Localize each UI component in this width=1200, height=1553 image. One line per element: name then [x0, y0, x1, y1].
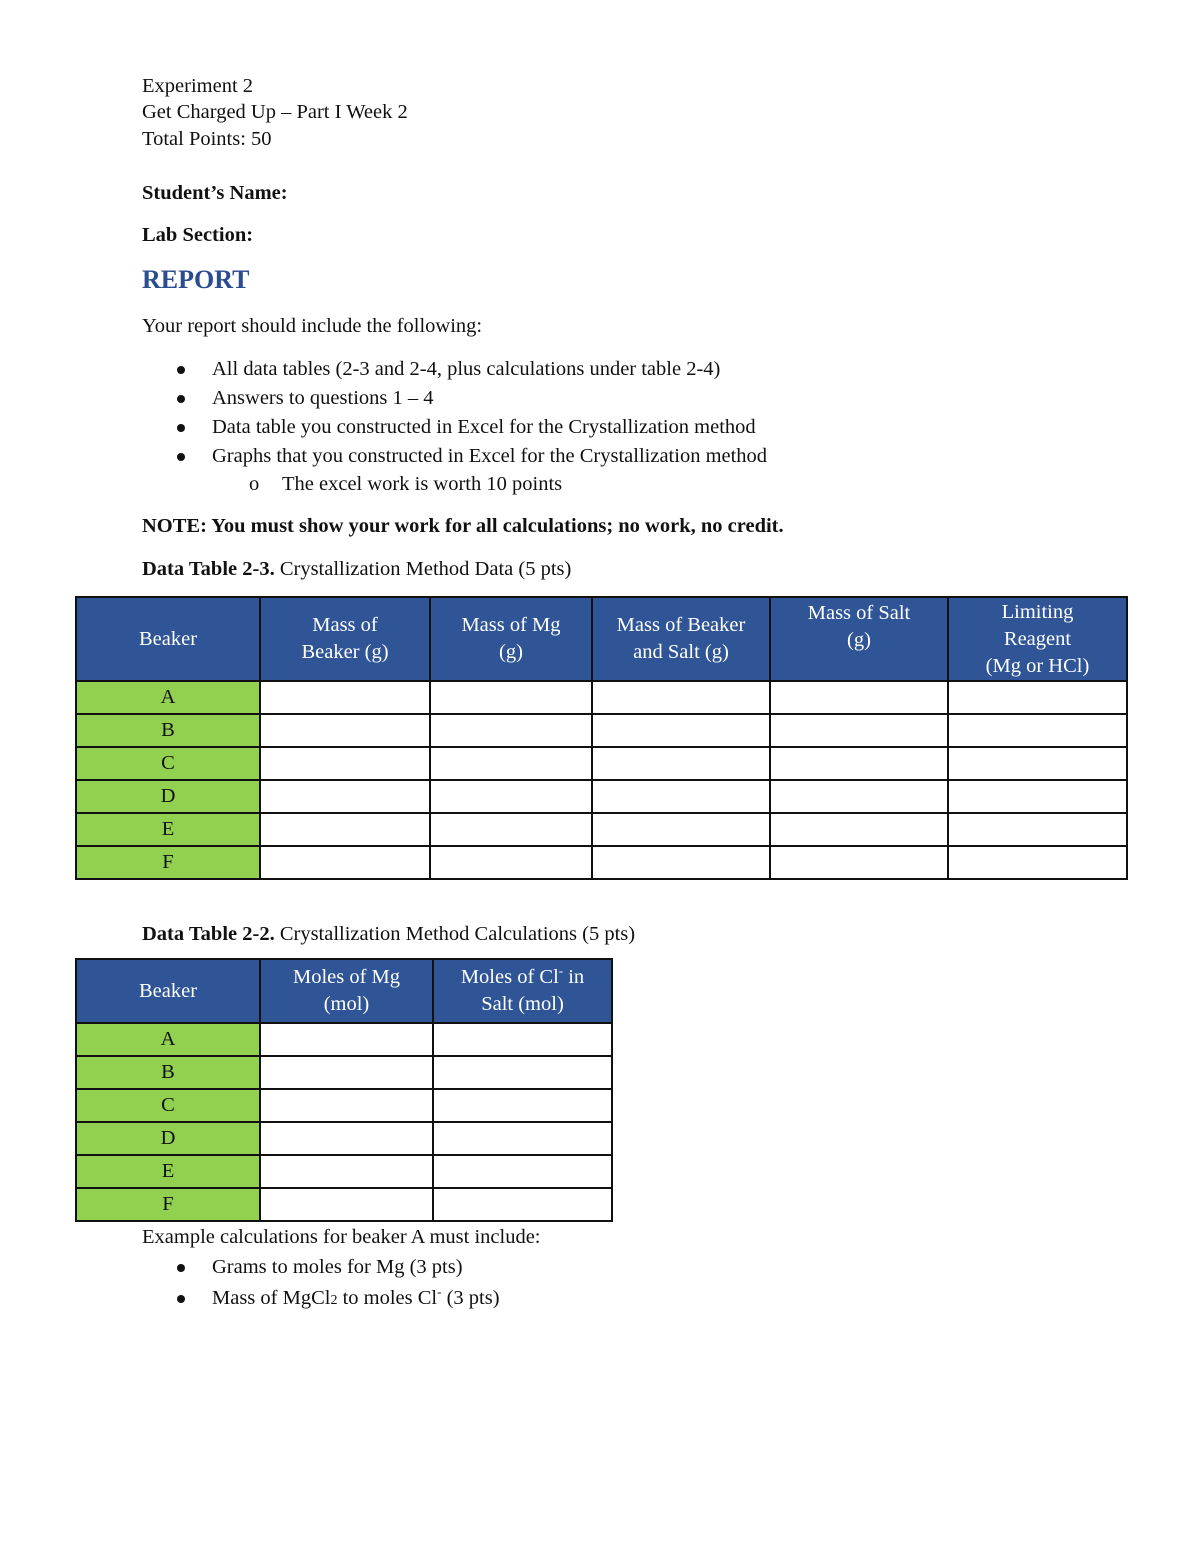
data-table-2-3 [75, 596, 1128, 880]
input-cell[interactable] [433, 1155, 612, 1188]
header-mass-of-mg: Mass of Mg (g) [430, 597, 592, 681]
input-cell[interactable] [592, 747, 770, 780]
header-mass-of-beaker-and-salt: Mass of Beaker and Salt (g) [592, 597, 770, 681]
input-cell[interactable] [430, 780, 592, 813]
table2-caption: Data Table 2-2. Crystallization Method Calculations (5 pts) [142, 923, 636, 945]
table-row [76, 681, 1127, 714]
input-cell[interactable] [948, 846, 1127, 879]
input-cell[interactable] [260, 681, 430, 714]
beaker-label: C [76, 1089, 260, 1122]
input-cell[interactable] [260, 780, 430, 813]
table-row [76, 780, 1127, 813]
list-item: Data table you constructed in Excel for the Crystallization method [142, 413, 767, 442]
beaker-label: E [76, 1155, 260, 1188]
input-cell[interactable] [948, 714, 1127, 747]
input-cell[interactable] [430, 813, 592, 846]
table-row [76, 1056, 612, 1089]
input-cell[interactable] [430, 681, 592, 714]
beaker-label: F [76, 1188, 260, 1221]
input-cell[interactable] [260, 747, 430, 780]
beaker-label: D [76, 780, 260, 813]
header-mass-of-salt: Mass of Salt (g) [770, 597, 948, 681]
input-cell[interactable] [770, 714, 948, 747]
bullet-icon [177, 424, 185, 432]
input-cell[interactable] [433, 1122, 612, 1155]
table-row [76, 846, 1127, 879]
beaker-label: D [76, 1122, 260, 1155]
beaker-label: C [76, 747, 260, 780]
report-intro: Your report should include the following: [142, 315, 483, 337]
header-moles-of-cl: Moles of Cl- in Salt (mol) [433, 959, 612, 1023]
list-item: All data tables (2-3 and 2-4, plus calculations under table 2-4) [142, 355, 767, 384]
beaker-label: A [76, 1023, 260, 1056]
input-cell[interactable] [948, 747, 1127, 780]
table-row [76, 1023, 612, 1056]
bullet-icon [177, 453, 185, 461]
lab-section-label: Lab Section: [142, 224, 254, 246]
table-row [76, 1188, 612, 1221]
report-heading: REPORT [142, 265, 250, 294]
input-cell[interactable] [433, 1023, 612, 1056]
input-cell[interactable] [260, 1122, 433, 1155]
table-row [76, 1155, 612, 1188]
header-beaker: Beaker [76, 597, 260, 681]
beaker-label: A [76, 681, 260, 714]
input-cell[interactable] [430, 714, 592, 747]
list-item: Grams to moles for Mg (3 pts) [142, 1253, 500, 1282]
input-cell[interactable] [260, 813, 430, 846]
input-cell[interactable] [770, 846, 948, 879]
list-item: Answers to questions 1 – 4 [142, 384, 767, 413]
input-cell[interactable] [770, 681, 948, 714]
experiment-number: Experiment 2 [142, 75, 254, 97]
input-cell[interactable] [430, 846, 592, 879]
table-row [76, 1122, 612, 1155]
note-text: NOTE: You must show your work for all calculations; no work, no credit. [142, 515, 784, 537]
header-beaker: Beaker [76, 959, 260, 1023]
student-name-label: Student’s Name: [142, 182, 288, 204]
beaker-label: B [76, 1056, 260, 1089]
input-cell[interactable] [592, 681, 770, 714]
beaker-label: B [76, 714, 260, 747]
header-mass-of-beaker: Mass of Beaker (g) [260, 597, 430, 681]
table-row [76, 1089, 612, 1122]
table-row [76, 714, 1127, 747]
input-cell[interactable] [433, 1089, 612, 1122]
table-row [76, 813, 1127, 846]
total-points: Total Points: 50 [142, 128, 272, 150]
input-cell[interactable] [260, 1155, 433, 1188]
example-list [142, 1253, 500, 1313]
input-cell[interactable] [770, 813, 948, 846]
beaker-label: E [76, 813, 260, 846]
data-table-2-2 [75, 958, 613, 1222]
bullet-icon [177, 1264, 185, 1272]
input-cell[interactable] [433, 1188, 612, 1221]
header-moles-of-mg: Moles of Mg (mol) [260, 959, 433, 1023]
input-cell[interactable] [770, 747, 948, 780]
table-row [76, 747, 1127, 780]
input-cell[interactable] [592, 714, 770, 747]
report-requirements-list [142, 355, 767, 471]
input-cell[interactable] [948, 813, 1127, 846]
input-cell[interactable] [260, 846, 430, 879]
input-cell[interactable] [433, 1056, 612, 1089]
input-cell[interactable] [260, 714, 430, 747]
input-cell[interactable] [260, 1056, 433, 1089]
list-item: Mass of MgCl2 to moles Cl- (3 pts) [142, 1284, 500, 1313]
table1-caption: Data Table 2-3. Crystallization Method Data (5 pts) [142, 558, 572, 580]
header-limiting-reagent: Limiting Reagent (Mg or HCl) [948, 597, 1127, 681]
input-cell[interactable] [770, 780, 948, 813]
circle-bullet-icon: o [249, 473, 260, 495]
sub-list-item: o The excel work is worth 10 points [249, 473, 563, 495]
example-intro: Example calculations for beaker A must include: [142, 1226, 541, 1248]
input-cell[interactable] [430, 747, 592, 780]
input-cell[interactable] [948, 681, 1127, 714]
beaker-label: F [76, 846, 260, 879]
input-cell[interactable] [592, 780, 770, 813]
input-cell[interactable] [592, 813, 770, 846]
bullet-icon [177, 395, 185, 403]
input-cell[interactable] [260, 1023, 433, 1056]
bullet-icon [177, 1295, 185, 1303]
input-cell[interactable] [260, 1089, 433, 1122]
experiment-subtitle: Get Charged Up – Part I Week 2 [142, 101, 408, 123]
list-item: Graphs that you constructed in Excel for the Crystallization method [142, 442, 767, 471]
input-cell[interactable] [948, 780, 1127, 813]
input-cell[interactable] [260, 1188, 433, 1221]
bullet-icon [177, 366, 185, 374]
input-cell[interactable] [592, 846, 770, 879]
